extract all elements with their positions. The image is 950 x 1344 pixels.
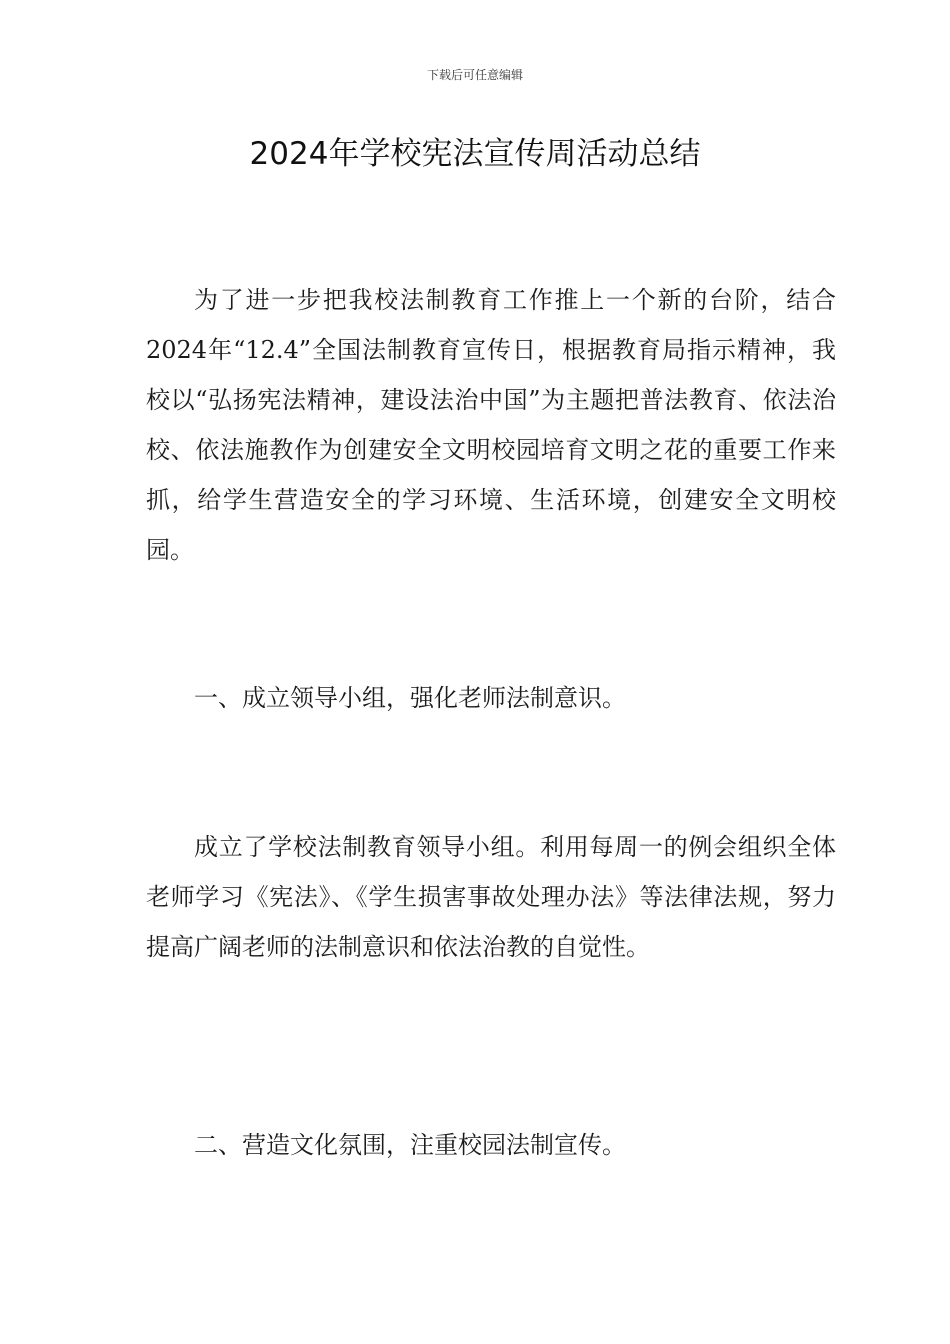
section-heading-2: 二、营造文化氛围，注重校园法制宣传。	[194, 1131, 626, 1159]
section-heading-1: 一、成立领导小组，强化老师法制意识。	[194, 684, 626, 712]
header-note: 下载后可任意编辑	[426, 68, 523, 82]
intro-paragraph: 为了进一步把我校法制教育工作推上一个新的台阶，结合2024年“12.4”全国法制教育宣传日，根据教育局指示精神，我校以“弘扬宪法精神，建设法治中国”为主题把普法教育、依法治校、依法施教作为创建安全文明校园培育文明之花的重要工作来抓，给学生营造安全的学习环境、生活环境，创建安全文明校园。	[146, 286, 836, 564]
section-body-1: 成立了学校法制教育领导小组。利用每周一的例会组织全体老师学习《宪法》、《学生损害事故处理办法》等法律法规，努力提高广阔老师的法制意识和依法治教的自觉性。	[146, 833, 836, 961]
document-title: 2024年学校宪法宣传周活动总结	[249, 136, 701, 172]
